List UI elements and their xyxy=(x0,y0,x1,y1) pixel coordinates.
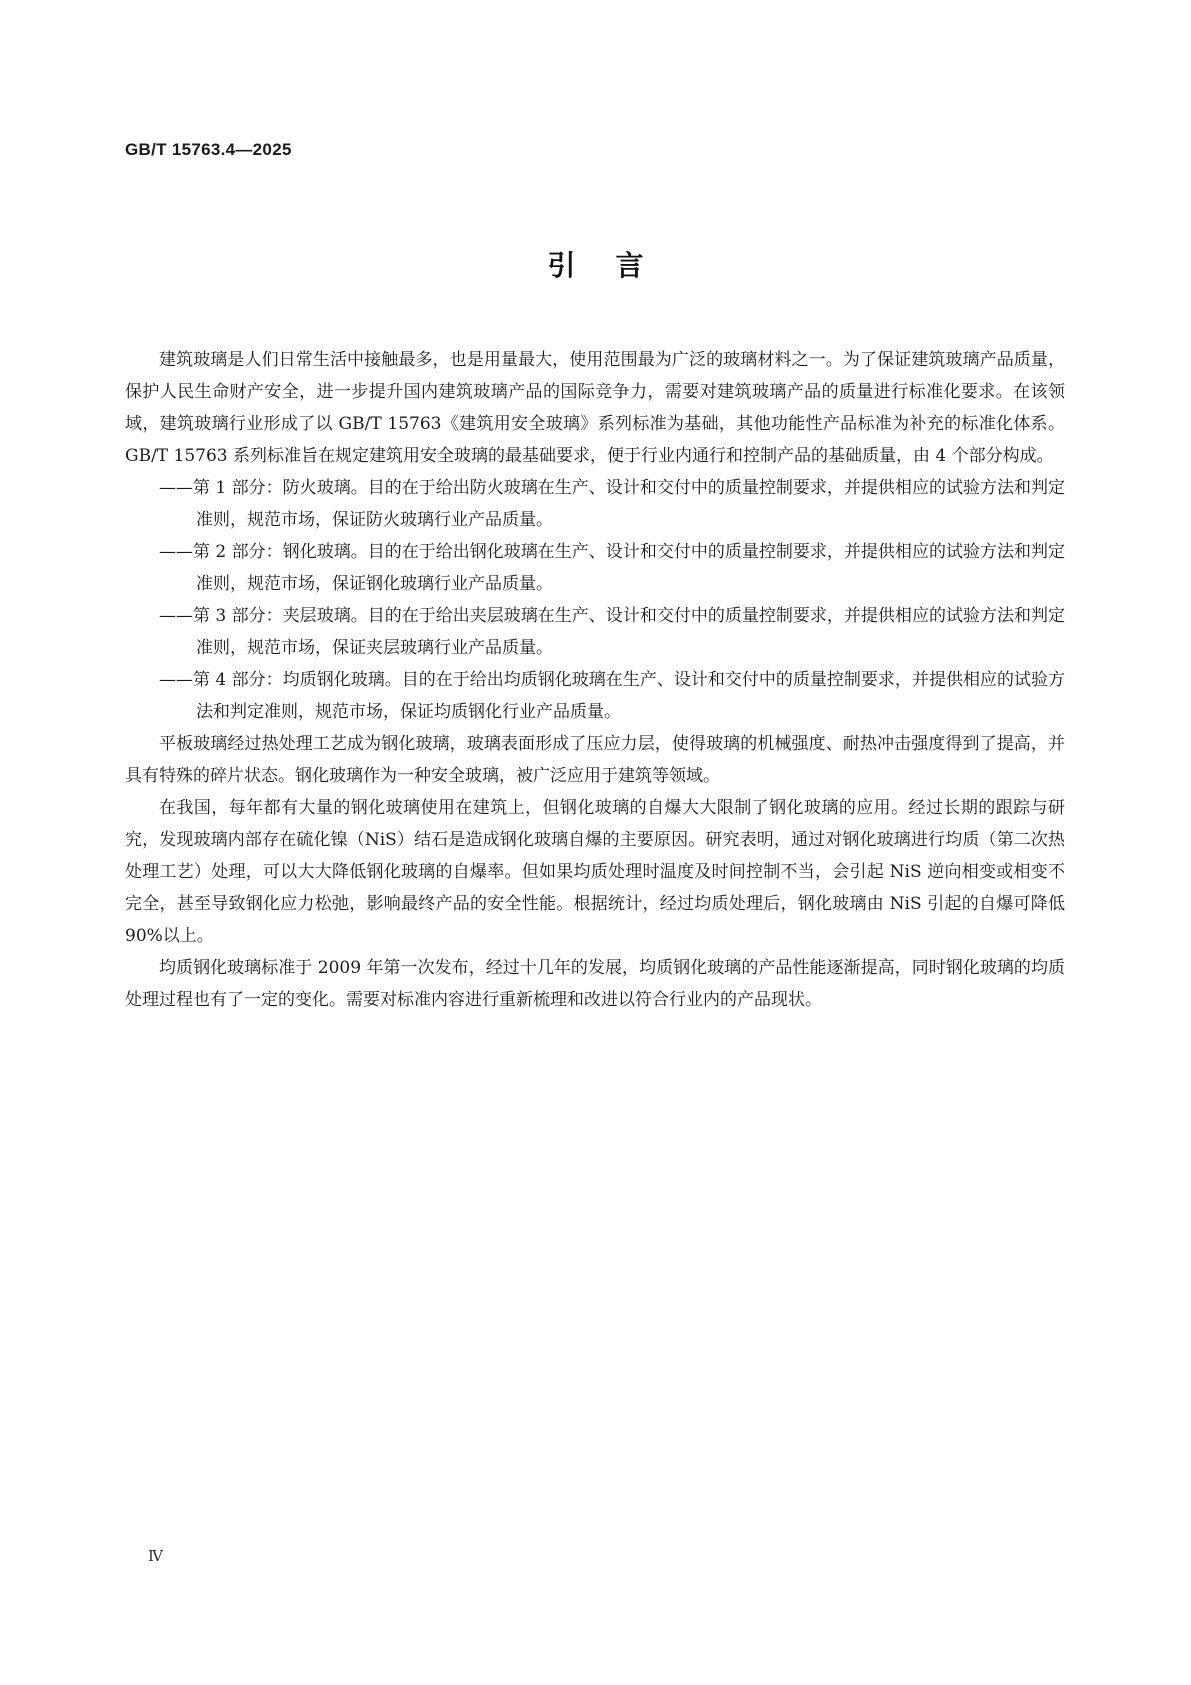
page-title: 引言 xyxy=(547,249,684,282)
list-item-part-2: ——第 2 部分：钢化玻璃。目的在于给出钢化玻璃在生产、设计和交付中的质量控制要求，并提供相应的试验方法和判定准则，规范市场，保证钢化玻璃行业产品质量。 xyxy=(159,542,1065,594)
list-item-part-3: ——第 3 部分：夹层玻璃。目的在于给出夹层玻璃在生产、设计和交付中的质量控制要求，并提供相应的试验方法和判定准则，规范市场，保证夹层玻璃行业产品质量。 xyxy=(159,606,1065,658)
standard-number: GB/T 15763.4—2025 xyxy=(125,140,292,159)
paragraph-intro: 建筑玻璃是人们日常生活中接触最多，也是用量最大，使用范围最为广泛的玻璃材料之一。为了保证建筑玻璃产品质量，保护人民生命财产安全，进一步提升国内建筑玻璃产品的国际竞争力，需要对建筑玻璃产品的质量进行标准化要求。在该领域，建筑玻璃行业形成了以 GB/T 15763《建筑用安全玻璃》系列标准为基础，其他功能性产品标准为补充的标准化体系。GB/T 15763 系列标准旨在规定建筑用安全玻璃的最基础要求，便于行业内通行和控制产品的基础质量，由 4 个部分构成。 xyxy=(125,350,1065,466)
page-number: Ⅳ xyxy=(148,1547,163,1565)
list-item-part-1: ——第 1 部分：防火玻璃。目的在于给出防火玻璃在生产、设计和交付中的质量控制要求，并提供相应的试验方法和判定准则，规范市场，保证防火玻璃行业产品质量。 xyxy=(159,478,1065,530)
paragraph-self-explosion: 在我国，每年都有大量的钢化玻璃使用在建筑上，但钢化玻璃的自爆大大限制了钢化玻璃的应用。经过长期的跟踪与研究，发现玻璃内部存在硫化镍（NiS）结石是造成钢化玻璃自爆的主要原因。研究表明，通过对钢化玻璃进行均质（第二次热处理工艺）处理，可以大大降低钢化玻璃的自爆率。但如果均质处理时温度及时间控制不当，会引起 NiS 逆向相变或相变不完全，甚至导致钢化应力松弛，影响最终产品的安全性能。根据统计，经过均质处理后，钢化玻璃由 NiS 引起的自爆可降低 90%以上。 xyxy=(125,798,1065,946)
paragraph-tempered-glass: 平板玻璃经过热处理工艺成为钢化玻璃，玻璃表面形成了压应力层，使得玻璃的机械强度、耐热冲击强度得到了提高，并具有特殊的碎片状态。钢化玻璃作为一种安全玻璃，被广泛应用于建筑等领域。 xyxy=(125,734,1065,786)
paragraph-standard-history: 均质钢化玻璃标准于 2009 年第一次发布，经过十几年的发展，均质钢化玻璃的产品性能逐渐提高，同时钢化玻璃的均质处理过程也有了一定的变化。需要对标准内容进行重新梳理和改进以符合行业内的产品现状。 xyxy=(125,958,1065,1010)
list-item-part-4: ——第 4 部分：均质钢化玻璃。目的在于给出均质钢化玻璃在生产、设计和交付中的质量控制要求，并提供相应的试验方法和判定准则，规范市场，保证均质钢化行业产品质量。 xyxy=(159,670,1065,722)
document-body xyxy=(125,344,1065,1016)
